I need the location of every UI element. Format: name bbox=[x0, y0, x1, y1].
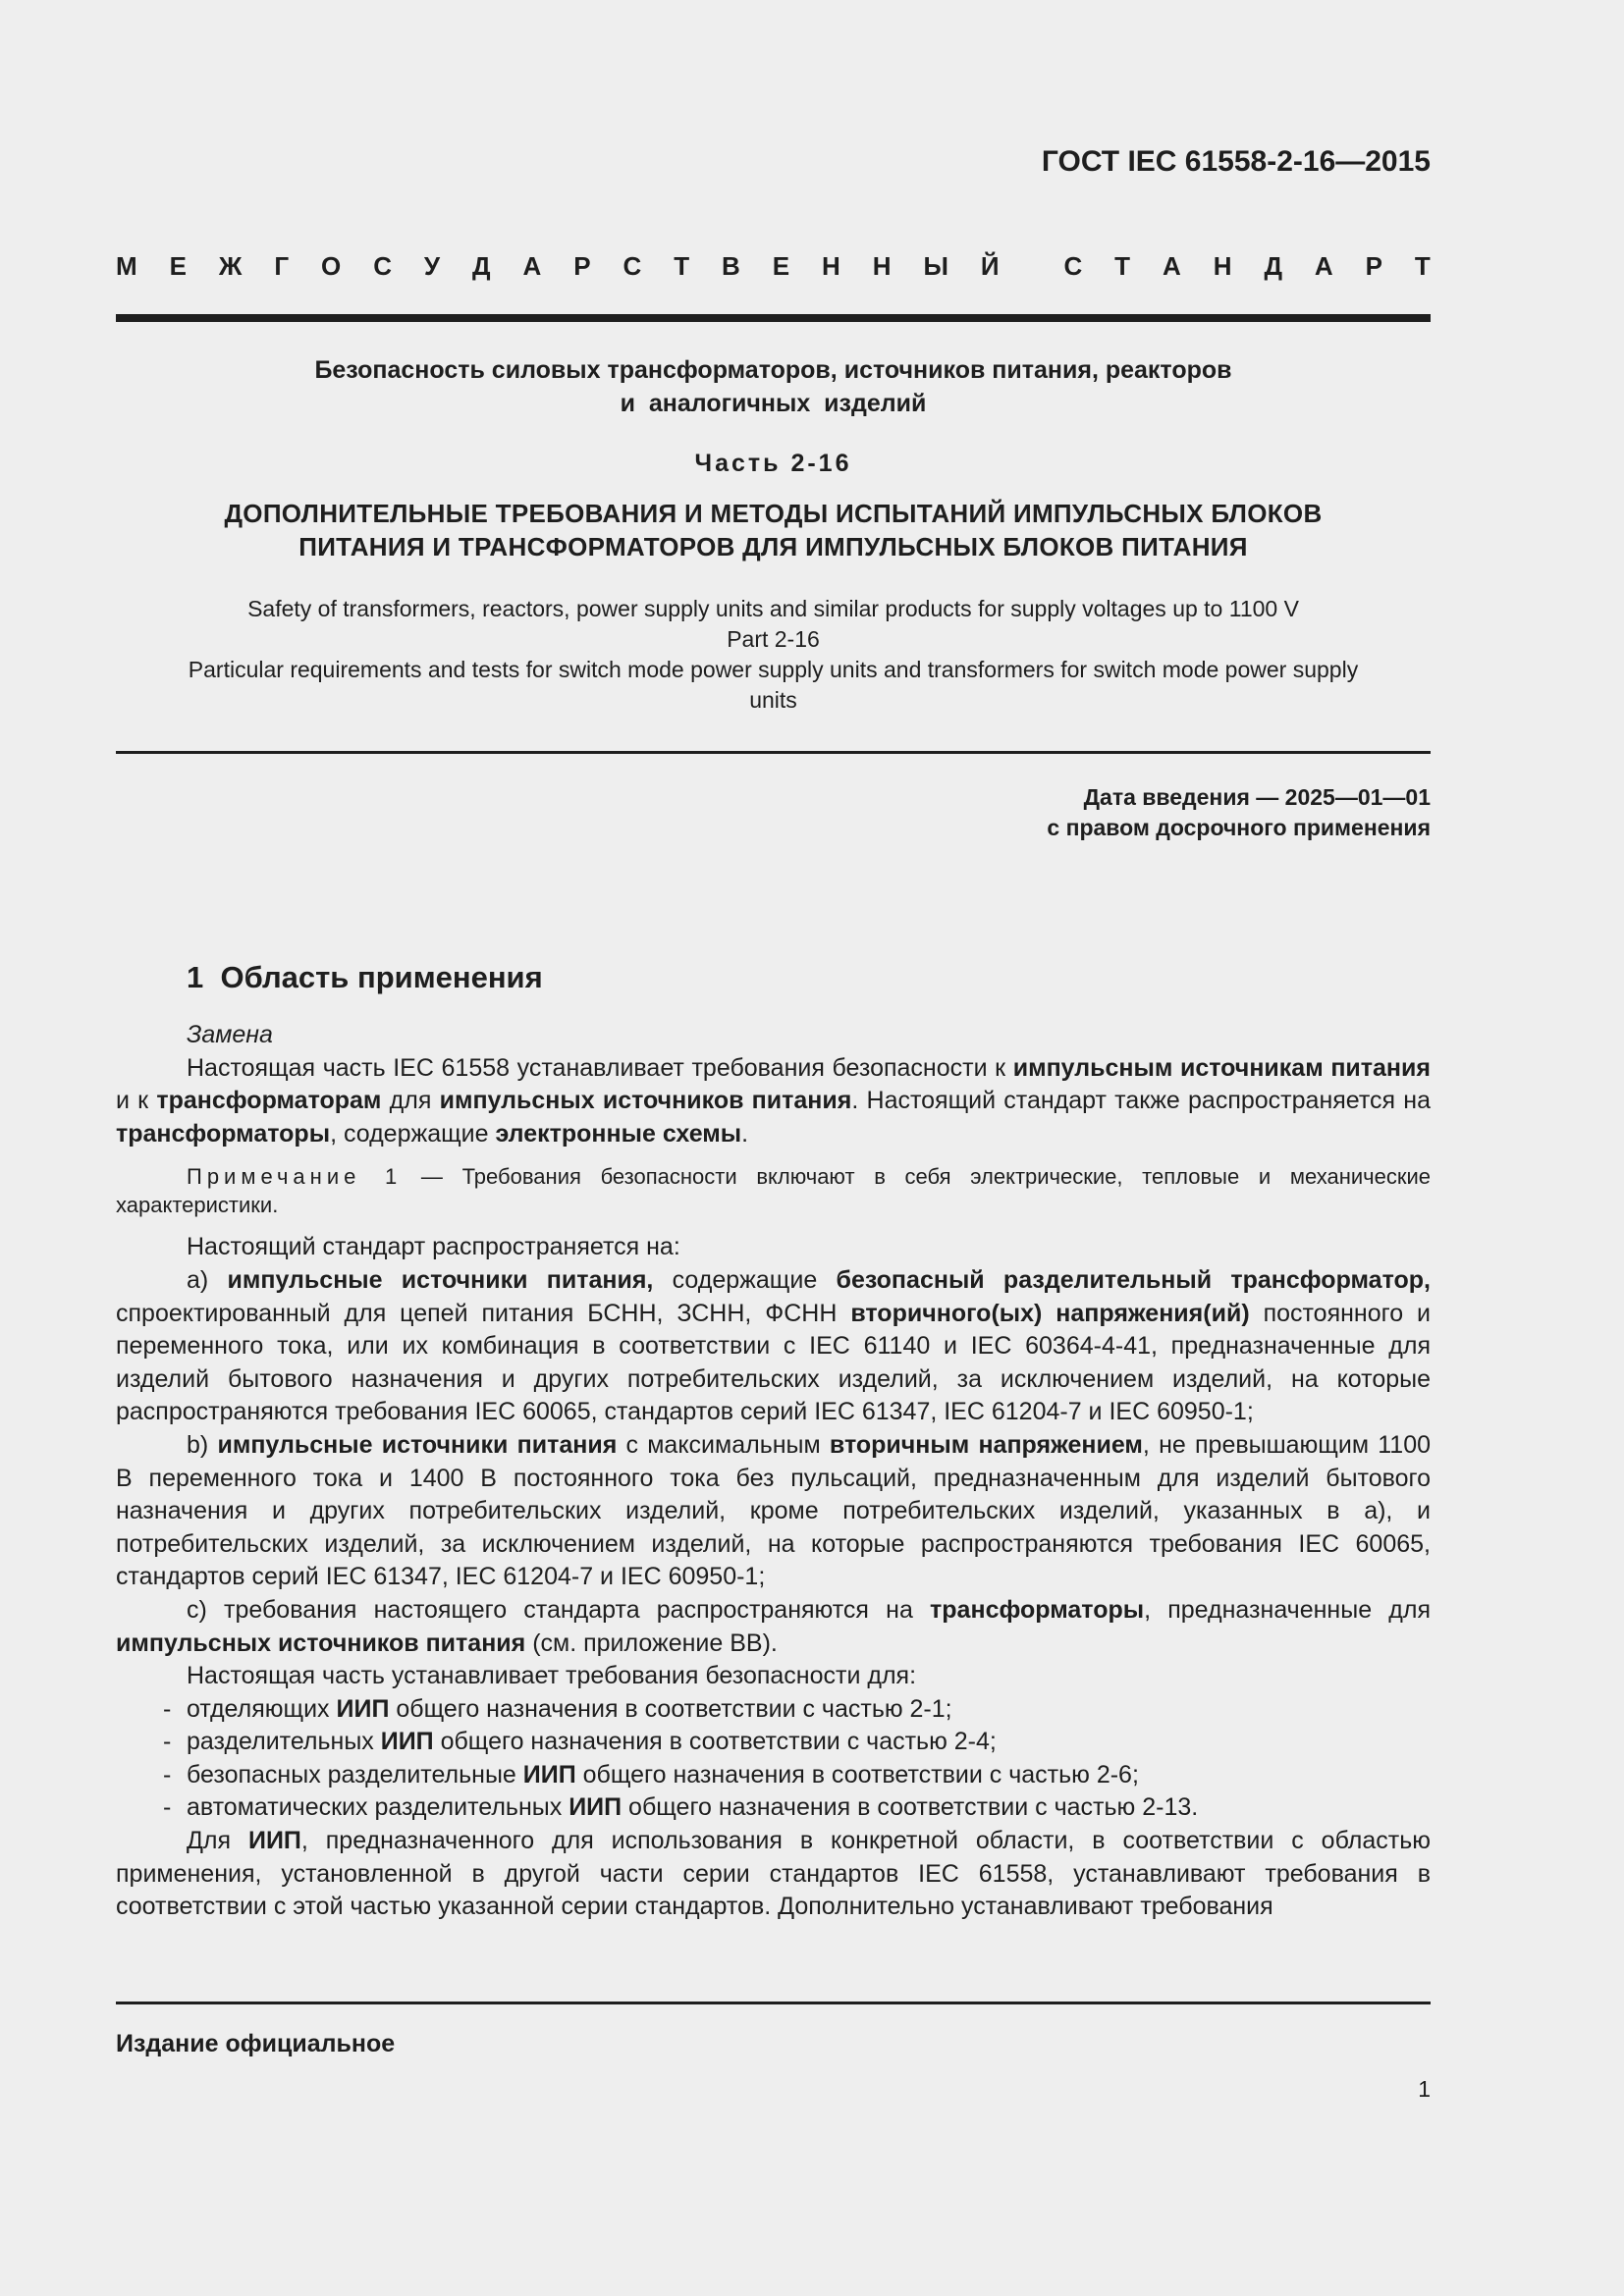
thick-rule bbox=[116, 314, 1431, 322]
section-body bbox=[116, 1019, 1431, 1924]
part-label: Часть 2-16 bbox=[694, 450, 852, 477]
paragraph-1: Настоящая часть IEC 61558 устанавливает требования безопасности к импульсным источникам питания и к трансформаторам для импульсных источников питания. Настоящий стандарт также распространяется на трансформаторы, содержащие электронные схемы. bbox=[116, 1053, 1431, 1148]
title-block bbox=[116, 353, 1431, 420]
standard-type-letter: Н bbox=[1213, 251, 1232, 281]
list-item-b: b) импульсные источники питания с максимальным вторичным напряжением, не превышающим 1100 В переменного тока и 1400 В постоянного тока без пульсаций, предназначенным для изделий бытового назначения и других потребительских изделий, кроме потребительских изделий, указанных в а), и потребительских изделий, за исключением изделий, на которые распространяются требования IEC 60065, стандартов серий IEC 61347, IEC 61204-7 и IEC 60950-1; bbox=[116, 1430, 1432, 1591]
standard-type-letter: Т bbox=[1114, 251, 1131, 281]
standard-type-letter: Ы bbox=[923, 251, 948, 281]
document-number: ГОСТ IEC 61558-2-16—2015 bbox=[1041, 145, 1431, 178]
standard-type-letter: Н bbox=[822, 251, 840, 281]
standard-type-letter: Й bbox=[980, 251, 1000, 281]
standard-type-letter: О bbox=[321, 251, 342, 281]
date-line-1: Дата введения — 2025—01—01 bbox=[1083, 784, 1431, 810]
standard-type-letter: С bbox=[623, 251, 642, 281]
replace-label: Замена bbox=[187, 1021, 273, 1048]
paragraph-4: Для ИИП, предназначенного для использования в конкретной области, в соответствии с областью применения, установленной в другой части серии стандартов IEC 61558, устанавливают требования в соответствии с этой частью указанной серии стандартов. Дополнительно устанавливают требования bbox=[116, 1827, 1431, 1921]
introduction-date bbox=[1047, 782, 1431, 843]
list-item-c: c) требования настоящего стандарта распространяются на трансформаторы, предназначенные для импульсных источников питания (см. приложение ВВ). bbox=[116, 1595, 1431, 1657]
date-line-2: с правом досрочного применения bbox=[1047, 815, 1431, 840]
standard-type-letter: Р bbox=[573, 251, 591, 281]
standard-type-letter: Ж bbox=[218, 251, 243, 281]
title-line-1: Безопасность силовых трансформаторов, источников питания, реакторов bbox=[314, 356, 1232, 384]
standard-type-letter: Н bbox=[872, 251, 892, 281]
standard-type-letter: С bbox=[1063, 251, 1083, 281]
standard-type-letter: Т bbox=[674, 251, 690, 281]
dash-item-1: - отделяющих ИИП общего назначения в соответствии с частью 2-1; bbox=[163, 1694, 952, 1723]
standard-type-letter: У bbox=[423, 251, 441, 281]
standard-type-letter: Г bbox=[274, 251, 290, 281]
standard-type-letter: А bbox=[522, 251, 542, 281]
paragraph-2: Настоящий стандарт распространяется на: bbox=[187, 1233, 680, 1261]
section-heading: 1 Область применения bbox=[187, 960, 543, 994]
subtitle-block bbox=[116, 497, 1431, 563]
english-title-line-1: Safety of transformers, reactors, power supply units and similar products for supply voltages up to 1100 V bbox=[247, 596, 1299, 621]
dash-item-4: - автоматических разделительных ИИП общего назначения в соответствии с частью 2-13. bbox=[163, 1793, 1199, 1822]
standard-type-letter: Р bbox=[1365, 251, 1382, 281]
dash-item-2: - разделительных ИИП общего назначения в соответствии с частью 2-4; bbox=[163, 1728, 997, 1756]
page-number: 1 bbox=[1418, 2076, 1431, 2102]
subtitle-line-2: ПИТАНИЯ И ТРАНСФОРМАТОРОВ ДЛЯ ИМПУЛЬСНЫХ БЛОКОВ ПИТАНИЯ bbox=[298, 532, 1248, 561]
standard-type-letter: А bbox=[1314, 251, 1333, 281]
standard-type-letter: Т bbox=[1414, 251, 1431, 281]
note-1 bbox=[116, 1162, 1431, 1219]
standard-type-letter: Е bbox=[772, 251, 790, 281]
standard-type-letter: В bbox=[722, 251, 740, 281]
standard-type-letter: С bbox=[373, 251, 392, 281]
standard-type-heading bbox=[116, 251, 1431, 282]
note-label: Примечание 1 bbox=[187, 1164, 403, 1190]
english-title-line-2: Part 2-16 bbox=[727, 626, 820, 652]
title-divider bbox=[116, 751, 1431, 754]
standard-type-letter: М bbox=[116, 251, 137, 281]
english-title-line-4: units bbox=[749, 687, 797, 713]
paragraph-3: Настоящая часть устанавливает требования безопасности для: bbox=[187, 1662, 917, 1690]
english-title-line-3: Particular requirements and tests for switch mode power supply units and transformers for switch mode power supply bbox=[188, 657, 1359, 682]
list-item-a: а) импульсные источники питания, содержащие безопасный разделительный трансформатор, спроектированный для цепей питания БСНН, ЗСНН, ФСНН вторичного(ых) напряжения(ий) постоянного и переменного тока, или их комбинация в соответствии с IEC 61140 и IEC 60364-4-41, предназначенные для изделий бытового назначения и других потребительских изделий, за исключением изделий, на которые распространяются требования IEC 60065, стандартов серий IEC 61347, IEC 61204-7 и IEC 60950-1; bbox=[116, 1265, 1431, 1426]
dash-item-3: - безопасных разделительные ИИП общего назначения в соответствии с частью 2-6; bbox=[163, 1760, 1139, 1789]
note-text: — Требования безопасности включают в себя электрические, тепловые и механические характеристики. bbox=[116, 1164, 1431, 1218]
title-line-2: и аналогичных изделий bbox=[620, 390, 927, 417]
standard-type-letter: А bbox=[1163, 251, 1181, 281]
standard-type-letter: Д bbox=[472, 251, 491, 281]
standard-type-letter: Е bbox=[169, 251, 187, 281]
english-title-block bbox=[116, 594, 1431, 716]
edition-label: Издание официальное bbox=[116, 2030, 396, 2057]
subtitle-line-1: ДОПОЛНИТЕЛЬНЫЕ ТРЕБОВАНИЯ И МЕТОДЫ ИСПЫТАНИЙ ИМПУЛЬСНЫХ БЛОКОВ bbox=[224, 499, 1323, 528]
standard-type-letter: Д bbox=[1264, 251, 1282, 281]
footer-divider bbox=[116, 2002, 1431, 2004]
